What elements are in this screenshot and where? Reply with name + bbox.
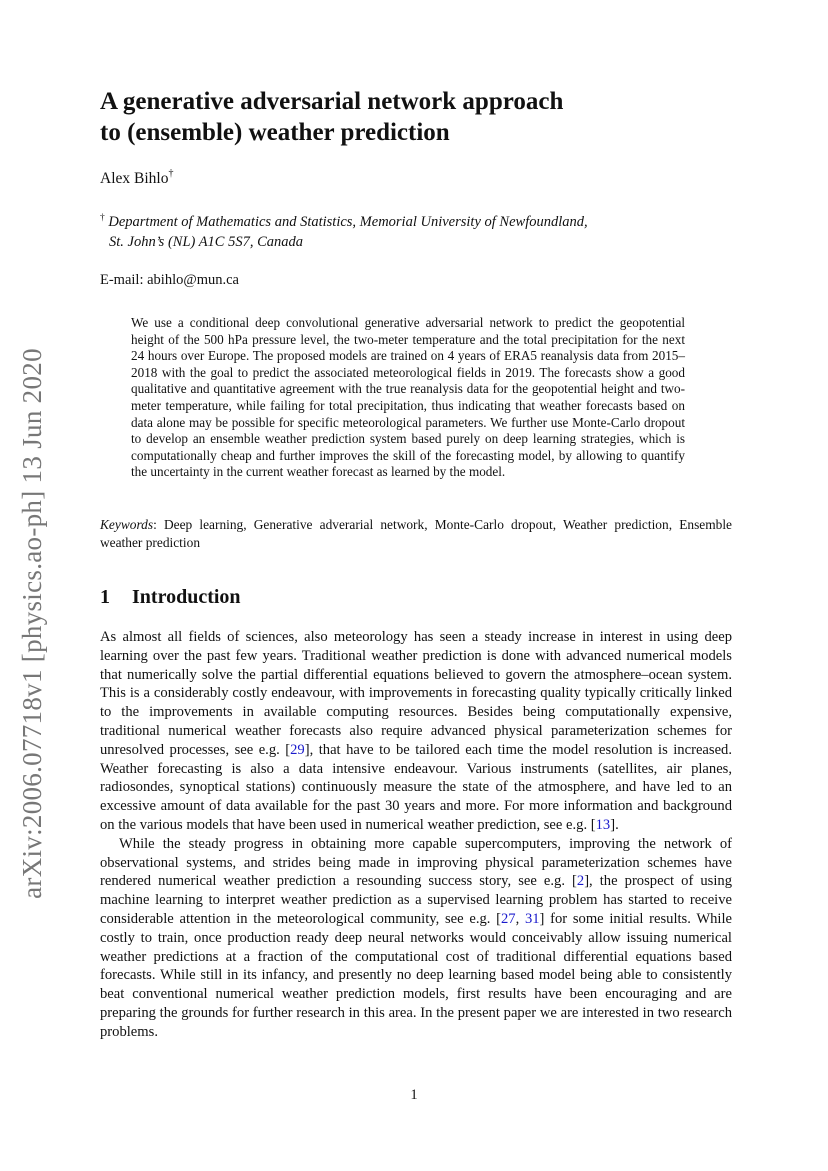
intro-body bbox=[100, 628, 732, 1042]
paragraph-text: ]. bbox=[610, 816, 619, 833]
affiliation bbox=[100, 208, 740, 252]
paragraph-text: ], that have to be tailored each time the model resolution is increased. Weather forecasting is also a data intensive endeavour. Various instruments (satellites, air planes, radiosondes, synoptical stations) continuously measure the state of the atmosphere, and have led to an excessive amount of data available for the past 30 years and more. For more information and background on the various models that have been used in numerical weather prediction, see e.g. [ bbox=[100, 741, 733, 833]
intro-paragraph-2 bbox=[100, 835, 732, 1042]
citation-link[interactable]: 13 bbox=[595, 816, 611, 833]
title-line-1: A generative adversarial network approach bbox=[100, 88, 564, 115]
page-number: 1 bbox=[410, 1087, 418, 1103]
citation-separator: , bbox=[515, 910, 525, 927]
citation-link[interactable]: 2 bbox=[576, 873, 585, 890]
keywords-label: Keywords bbox=[100, 517, 154, 532]
paragraph-text: ] for some initial results. While costly to train, once production ready deep neural networks would conceivably allow issuing numerical weather predictions at a fraction of the computational cost of traditional differential equations based forecasts. While still in its infancy, and presently no deep learning based model being able to consistently beat conventional numerical weather prediction models, first results have been encouraging and are preparing the grounds for further research in this area. In the present paper we are interested in two research problems. bbox=[100, 910, 732, 1040]
abstract: We use a conditional deep convolutional generative adversarial network to predict the geopotential height of the 500 hPa pressure level, the two-meter temperature and the total precipitation for the next 24 hours over Europe. The proposed models are trained on 4 years of ERA5 reanalysis data from 2015–2018 with the goal to predict the associated meteorological fields in 2019. The forecasts show a good qualitative and quantitative agreement with the true reanalysis data for the geopotential height and two-meter temperature, while failing for total precipitation, thus indicating that weather forecasts based on data alone may be possible for specific meteorological parameters. We further use Monte-Carlo dropout to develop an ensemble weather prediction system based purely on deep learning strategies, which is computationally cheap and further improves the skill of the forecasting model, by allowing to quantify the uncertainty in the current weather forecast as learned by the model. bbox=[131, 315, 685, 480]
author-affiliation-mark: † bbox=[168, 168, 174, 179]
section-heading bbox=[100, 586, 241, 609]
affiliation-line-1: Department of Mathematics and Statistics, Memorial University of Newfoundland, bbox=[108, 214, 588, 230]
section-number: 1 bbox=[100, 586, 110, 608]
affiliation-mark: † bbox=[100, 213, 105, 223]
arxiv-sidebar bbox=[12, 338, 52, 908]
keywords-text: : Deep learning, Generative adverarial network, Monte-Carlo dropout, Weather prediction, Ensemble weather prediction bbox=[100, 517, 732, 550]
email: E-mail: abihlo@mun.ca bbox=[100, 272, 239, 288]
citation-link[interactable]: 29 bbox=[290, 741, 305, 758]
affiliation-line-2: St. John’s (NL) A1C 5S7, Canada bbox=[109, 234, 304, 250]
paragraph-text: While the steady progress in obtaining more capable supercomputers, improving the network of observational systems, and strides being made in improving physical parameterization schemes have rendered numerical weather prediction a resounding success story, see e.g. [ bbox=[100, 835, 732, 890]
section-title: Introduction bbox=[132, 586, 241, 608]
citation-link[interactable]: 31 bbox=[524, 910, 540, 927]
paper-title bbox=[100, 86, 720, 148]
paragraph-text: ], the prospect of using machine learning to interpret weather prediction as a supervised learning problem has started to receive considerable attention in the meteorological community, see e.g. [ bbox=[100, 873, 732, 927]
title-line-2: to (ensemble) weather prediction bbox=[100, 119, 450, 146]
author bbox=[100, 168, 173, 188]
paragraph-text: As almost all fields of sciences, also meteorology has seen a steady increase in interest in using deep learning over the past few years. Traditional weather prediction is done with advanced numerical models that numerically solve the partial differential equations believed to govern the atmosphere–ocean system. This is a considerably costly endeavour, with improvements in forecasting quality typically critically linked to the improvements in available computing resources. Besides being computationally expensive, traditional numerical weather forecasts also require advanced physical parameterization schemes for unresolved processes, see e.g. [ bbox=[100, 629, 732, 758]
intro-paragraph-1 bbox=[100, 628, 732, 835]
author-name: Alex Bihlo bbox=[100, 170, 169, 187]
arxiv-identifier: arXiv:2006.07718v1 [physics.ao-ph] 13 Jun 2020 bbox=[16, 347, 47, 899]
keywords bbox=[100, 516, 732, 552]
citation-link[interactable]: 27 bbox=[500, 910, 516, 927]
